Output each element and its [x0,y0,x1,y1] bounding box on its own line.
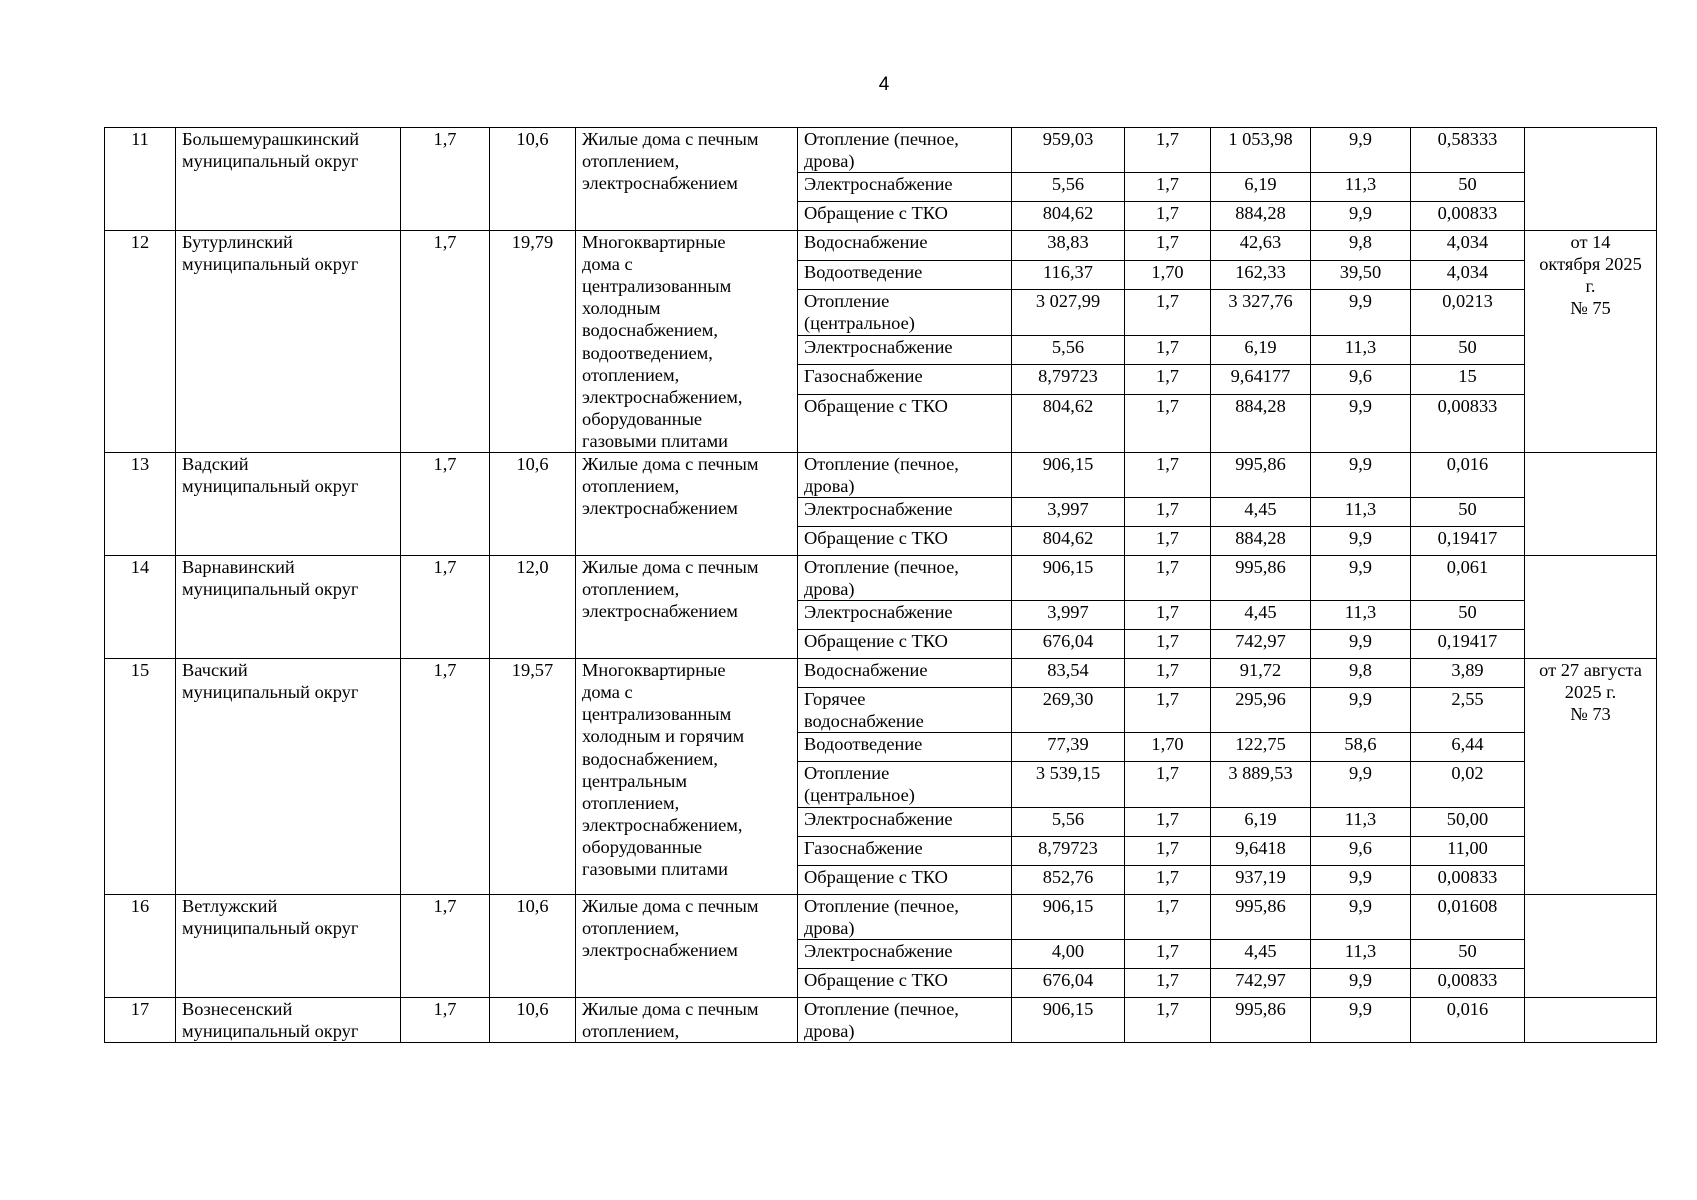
decision-line: от 14 [1570,232,1611,253]
municipality-name-line: муниципальный округ [182,917,359,938]
service-index-cell: 1,7 [1125,659,1211,688]
service-name-line: дрова) [804,476,855,497]
growth-cell: 9,9 [1311,556,1411,601]
municipality-name-line: Ветлужский [182,895,278,916]
service-name-line: Обращение с ТКО [804,866,948,887]
service-name-line: Водоснабжение [804,232,928,253]
service-name-line: (центральное) [804,785,915,806]
housing-type-line: дома с [582,682,633,703]
housing-type-line: газовыми плитами [582,430,728,451]
housing-type-line: водоснабжением, [582,320,719,341]
housing-type-line: электроснабжением, [582,814,743,835]
tariff-cell: 906,15 [1012,997,1125,1042]
new-tariff-cell: 4,45 [1211,939,1311,968]
service-name-line: Отопление (печное, [804,557,959,578]
tariff-cell: 5,56 [1012,336,1125,365]
max-deviation-cell: 10,6 [490,128,576,231]
table-row [105,231,1657,260]
growth-cell: 11,3 [1311,173,1411,202]
housing-type-line: отоплением, [582,792,680,813]
new-tariff-cell: 995,86 [1211,452,1311,497]
table-row [105,128,1657,173]
service-cell [798,452,1012,497]
service-name-line: Электроснабжение [804,174,953,195]
housing-type-line: отоплением, [582,1020,680,1041]
tariff-cell: 906,15 [1012,894,1125,939]
tariff-cell: 8,79723 [1012,365,1125,394]
housing-type-cell [576,997,798,1042]
service-index-cell: 1,7 [1125,527,1211,556]
service-cell [798,997,1012,1042]
municipality-name-cell [176,231,401,453]
max-deviation-cell: 19,57 [490,659,576,894]
service-cell [798,601,1012,630]
housing-type-cell [576,128,798,231]
municipality-name-line: Вознесенский [182,998,293,1019]
housing-type-line: отоплением, [582,151,680,172]
service-name-line: Отопление (печное, [804,453,959,474]
new-tariff-cell: 884,28 [1211,394,1311,452]
service-name-line: Газоснабжение [804,837,923,858]
tariff-cell: 676,04 [1012,968,1125,997]
decision-line: от 27 августа [1539,660,1642,681]
housing-type-line: Многоквартирные [582,232,726,253]
tariff-cell: 804,62 [1012,202,1125,231]
service-name-line: Отопление (печное, [804,998,959,1019]
growth-cell: 9,9 [1311,997,1411,1042]
service-name-line: Отопление (печное, [804,129,959,149]
decision-line: № 75 [1570,298,1611,319]
index-cell: 1,7 [401,452,490,555]
max-deviation-cell: 19,79 [490,231,576,453]
growth-cell: 9,8 [1311,231,1411,260]
service-name-line: Горячее [804,689,866,710]
service-index-cell: 1,7 [1125,231,1211,260]
volume-cell: 3,89 [1411,659,1525,688]
volume-cell: 4,034 [1411,260,1525,289]
municipality-name-line: Вадский [182,453,249,474]
service-name-line: Обращение с ТКО [804,528,948,549]
municipality-name-cell [176,556,401,659]
new-tariff-cell: 937,19 [1211,865,1311,894]
municipality-name-line: Вачский [182,660,248,681]
row-number-cell: 14 [105,556,176,659]
volume-cell: 50,00 [1411,807,1525,836]
housing-type-line: электроснабжением [582,498,738,519]
housing-type-line: электроснабжением [582,601,738,622]
housing-type-line: электроснабжением [582,939,738,960]
housing-type-line: дома с [582,254,633,275]
max-deviation-cell: 10,6 [490,997,576,1042]
new-tariff-cell: 9,64177 [1211,365,1311,394]
decision-cell [1525,659,1657,894]
service-name-line: Газоснабжение [804,366,923,387]
housing-type-cell [576,452,798,555]
tariff-cell: 77,39 [1012,733,1125,762]
volume-cell: 0,00833 [1411,968,1525,997]
decision-line: № 73 [1570,704,1611,725]
service-index-cell: 1,7 [1125,836,1211,865]
table-row [105,452,1657,497]
service-index-cell: 1,7 [1125,128,1211,173]
municipality-name-line: Большемурашкинский [182,129,360,149]
service-cell [798,762,1012,807]
housing-type-cell [576,231,798,453]
growth-cell: 9,9 [1311,762,1411,807]
service-index-cell: 1,7 [1125,336,1211,365]
service-cell [798,527,1012,556]
service-index-cell: 1,7 [1125,365,1211,394]
volume-cell: 0,19417 [1411,630,1525,659]
service-name-line: Отопление [804,763,890,784]
index-cell: 1,7 [401,128,490,231]
volume-cell: 0,19417 [1411,527,1525,556]
tariff-cell: 269,30 [1012,688,1125,733]
growth-cell: 9,9 [1311,394,1411,452]
service-index-cell: 1,7 [1125,807,1211,836]
new-tariff-cell: 9,6418 [1211,836,1311,865]
service-index-cell: 1,7 [1125,968,1211,997]
service-index-cell: 1,7 [1125,630,1211,659]
new-tariff-cell: 884,28 [1211,527,1311,556]
growth-cell: 9,6 [1311,836,1411,865]
max-deviation-cell: 10,6 [490,894,576,997]
volume-cell: 4,034 [1411,231,1525,260]
tariff-cell: 3 539,15 [1012,762,1125,807]
service-cell [798,260,1012,289]
service-name-line: Отопление [804,291,890,312]
service-cell [798,336,1012,365]
new-tariff-cell: 742,97 [1211,968,1311,997]
new-tariff-cell: 3 889,53 [1211,762,1311,807]
new-tariff-cell: 995,86 [1211,894,1311,939]
service-cell [798,290,1012,336]
service-name-line: дрова) [804,151,855,172]
growth-cell: 11,3 [1311,601,1411,630]
service-index-cell: 1,7 [1125,290,1211,336]
housing-type-line: Жилые дома с печным [582,453,759,474]
new-tariff-cell: 3 327,76 [1211,290,1311,336]
new-tariff-cell: 122,75 [1211,733,1311,762]
service-index-cell: 1,7 [1125,762,1211,807]
service-cell [798,659,1012,688]
service-name-line: Электроснабжение [804,337,953,357]
decision-line: 2025 г. [1564,682,1617,703]
growth-cell: 11,3 [1311,939,1411,968]
table-row [105,997,1657,1042]
housing-type-line: Жилые дома с печным [582,557,759,578]
row-number-cell: 12 [105,231,176,453]
tariff-cell: 852,76 [1012,865,1125,894]
decision-line: г. [1585,276,1596,297]
tariff-cell: 5,56 [1012,807,1125,836]
housing-type-line: оборудованные [582,836,703,857]
tariff-cell: 804,62 [1012,527,1125,556]
index-cell: 1,7 [401,231,490,453]
volume-cell: 0,016 [1411,997,1525,1042]
service-name-line: Электроснабжение [804,940,953,961]
row-number-cell: 11 [105,128,176,231]
index-cell: 1,7 [401,997,490,1042]
housing-type-line: отоплением, [582,364,680,385]
growth-cell: 9,9 [1311,865,1411,894]
decision-cell [1525,231,1657,453]
service-index-cell: 1,7 [1125,688,1211,733]
volume-cell: 50 [1411,498,1525,527]
service-name-line: Электроснабжение [804,808,953,829]
tariff-cell: 8,79723 [1012,836,1125,865]
row-number-cell: 13 [105,452,176,555]
tariff-table [104,127,1657,1043]
max-deviation-cell: 12,0 [490,556,576,659]
tariff-cell: 906,15 [1012,452,1125,497]
row-number-cell: 17 [105,997,176,1042]
municipality-name-cell [176,452,401,555]
new-tariff-cell: 742,97 [1211,630,1311,659]
growth-cell: 9,9 [1311,968,1411,997]
table-row [105,894,1657,939]
municipality-name-line: муниципальный округ [182,1020,359,1041]
decision-cell [1525,128,1657,231]
volume-cell: 50 [1411,336,1525,365]
housing-type-line: электроснабжением, [582,386,743,407]
new-tariff-cell: 884,28 [1211,202,1311,231]
tariff-cell: 5,56 [1012,173,1125,202]
table-row [105,659,1657,688]
service-index-cell: 1,7 [1125,601,1211,630]
growth-cell: 39,50 [1311,260,1411,289]
service-name-line: Электроснабжение [804,602,953,623]
growth-cell: 9,9 [1311,688,1411,733]
service-index-cell: 1,7 [1125,894,1211,939]
service-cell [798,128,1012,173]
volume-cell: 0,00833 [1411,202,1525,231]
service-cell [798,688,1012,733]
service-name-line: (центральное) [804,313,915,334]
growth-cell: 9,9 [1311,527,1411,556]
new-tariff-cell: 162,33 [1211,260,1311,289]
service-index-cell: 1,7 [1125,939,1211,968]
municipality-name-line: Бутурлинский [182,232,293,253]
service-name-line: Обращение с ТКО [804,395,948,416]
volume-cell: 2,55 [1411,688,1525,733]
volume-cell: 0,58333 [1411,128,1525,173]
volume-cell: 0,016 [1411,452,1525,497]
tariff-cell: 4,00 [1012,939,1125,968]
table-row [105,556,1657,601]
new-tariff-cell: 91,72 [1211,659,1311,688]
housing-type-line: электроснабжением [582,173,738,194]
decision-cell [1525,894,1657,997]
service-cell [798,498,1012,527]
housing-type-line: централизованным [582,704,732,725]
service-name-line: Водоотведение [804,261,923,282]
growth-cell: 9,9 [1311,630,1411,659]
volume-cell: 6,44 [1411,733,1525,762]
service-name-line: Обращение с ТКО [804,631,948,652]
tariff-cell: 804,62 [1012,394,1125,452]
decision-cell [1525,556,1657,659]
volume-cell: 50 [1411,939,1525,968]
volume-cell: 0,02 [1411,762,1525,807]
municipality-name-line: муниципальный округ [182,682,359,703]
service-cell [798,556,1012,601]
volume-cell: 15 [1411,365,1525,394]
service-index-cell: 1,7 [1125,394,1211,452]
housing-type-line: Жилые дома с печным [582,129,759,149]
new-tariff-cell: 995,86 [1211,997,1311,1042]
housing-type-line: Многоквартирные [582,660,726,681]
volume-cell: 50 [1411,601,1525,630]
growth-cell: 9,9 [1311,290,1411,336]
service-index-cell: 1,7 [1125,556,1211,601]
tariff-cell: 116,37 [1012,260,1125,289]
decision-cell [1525,997,1657,1042]
max-deviation-cell: 10,6 [490,452,576,555]
housing-type-cell [576,659,798,894]
service-name-line: Отопление (печное, [804,895,959,916]
housing-type-line: Жилые дома с печным [582,998,759,1019]
service-index-cell: 1,70 [1125,733,1211,762]
service-name-line: Водоснабжение [804,660,928,681]
volume-cell: 0,01608 [1411,894,1525,939]
new-tariff-cell: 4,45 [1211,498,1311,527]
municipality-name-line: муниципальный округ [182,476,359,497]
service-cell [798,807,1012,836]
housing-type-line: отоплением, [582,917,680,938]
service-index-cell: 1,7 [1125,865,1211,894]
service-name-line: Электроснабжение [804,499,953,520]
municipality-name-line: муниципальный округ [182,254,359,275]
page-number: 4 [878,74,890,95]
municipality-name-cell [176,997,401,1042]
housing-type-line: оборудованные [582,408,703,429]
housing-type-line: отоплением, [582,476,680,497]
municipality-name-line: муниципальный округ [182,151,359,172]
service-cell [798,365,1012,394]
housing-type-line: холодным [582,298,661,319]
service-cell [798,939,1012,968]
service-index-cell: 1,7 [1125,173,1211,202]
service-name-line: водоснабжение [804,711,924,732]
service-name-line: дрова) [804,917,855,938]
new-tariff-cell: 42,63 [1211,231,1311,260]
tariff-cell: 3 027,99 [1012,290,1125,336]
new-tariff-cell: 6,19 [1211,336,1311,365]
row-number-cell: 16 [105,894,176,997]
service-cell [798,865,1012,894]
index-cell: 1,7 [401,556,490,659]
service-index-cell: 1,7 [1125,498,1211,527]
service-name-line: Обращение с ТКО [804,969,948,990]
growth-cell: 11,3 [1311,807,1411,836]
new-tariff-cell: 1 053,98 [1211,128,1311,173]
service-cell [798,968,1012,997]
service-name-line: дрова) [804,579,855,600]
tariff-cell: 3,997 [1012,601,1125,630]
new-tariff-cell: 995,86 [1211,556,1311,601]
municipality-name-cell [176,894,401,997]
volume-cell: 50 [1411,173,1525,202]
housing-type-line: централизованным [582,276,732,297]
index-cell: 1,7 [401,894,490,997]
housing-type-cell [576,556,798,659]
housing-type-line: водоснабжением, [582,748,719,769]
index-cell: 1,7 [401,659,490,894]
tariff-cell: 676,04 [1012,630,1125,659]
service-index-cell: 1,70 [1125,260,1211,289]
growth-cell: 9,9 [1311,128,1411,173]
service-index-cell: 1,7 [1125,452,1211,497]
growth-cell: 58,6 [1311,733,1411,762]
growth-cell: 9,9 [1311,894,1411,939]
volume-cell: 11,00 [1411,836,1525,865]
new-tariff-cell: 6,19 [1211,173,1311,202]
service-cell [798,630,1012,659]
tariff-cell: 959,03 [1012,128,1125,173]
growth-cell: 11,3 [1311,498,1411,527]
volume-cell: 0,0213 [1411,290,1525,336]
housing-type-line: центральным [582,770,688,791]
service-name-line: дрова) [804,1020,855,1041]
housing-type-line: водоотведением, [582,342,713,363]
new-tariff-cell: 295,96 [1211,688,1311,733]
tariff-cell: 83,54 [1012,659,1125,688]
service-cell [798,202,1012,231]
municipality-name-line: муниципальный округ [182,579,359,600]
tariff-cell: 3,997 [1012,498,1125,527]
decision-line: октября 2025 [1539,254,1642,275]
service-index-cell: 1,7 [1125,997,1211,1042]
housing-type-cell [576,894,798,997]
municipality-name-cell [176,128,401,231]
housing-type-line: Жилые дома с печным [582,895,759,916]
service-cell [798,733,1012,762]
decision-cell [1525,452,1657,555]
volume-cell: 0,061 [1411,556,1525,601]
new-tariff-cell: 4,45 [1211,601,1311,630]
service-index-cell: 1,7 [1125,202,1211,231]
growth-cell: 9,9 [1311,202,1411,231]
new-tariff-cell: 6,19 [1211,807,1311,836]
housing-type-line: отоплением, [582,579,680,600]
growth-cell: 9,9 [1311,452,1411,497]
service-cell [798,173,1012,202]
municipality-name-line: Варнавинский [182,557,295,578]
municipality-name-cell [176,659,401,894]
service-name-line: Водоотведение [804,734,923,755]
service-cell [798,836,1012,865]
service-name-line: Обращение с ТКО [804,203,948,224]
housing-type-line: холодным и горячим [582,726,745,747]
growth-cell: 11,3 [1311,336,1411,365]
volume-cell: 0,00833 [1411,865,1525,894]
service-cell [798,394,1012,452]
row-number-cell: 15 [105,659,176,894]
growth-cell: 9,6 [1311,365,1411,394]
volume-cell: 0,00833 [1411,394,1525,452]
service-cell [798,894,1012,939]
service-cell [798,231,1012,260]
tariff-cell: 906,15 [1012,556,1125,601]
housing-type-line: газовыми плитами [582,858,728,879]
growth-cell: 9,8 [1311,659,1411,688]
tariff-cell: 38,83 [1012,231,1125,260]
